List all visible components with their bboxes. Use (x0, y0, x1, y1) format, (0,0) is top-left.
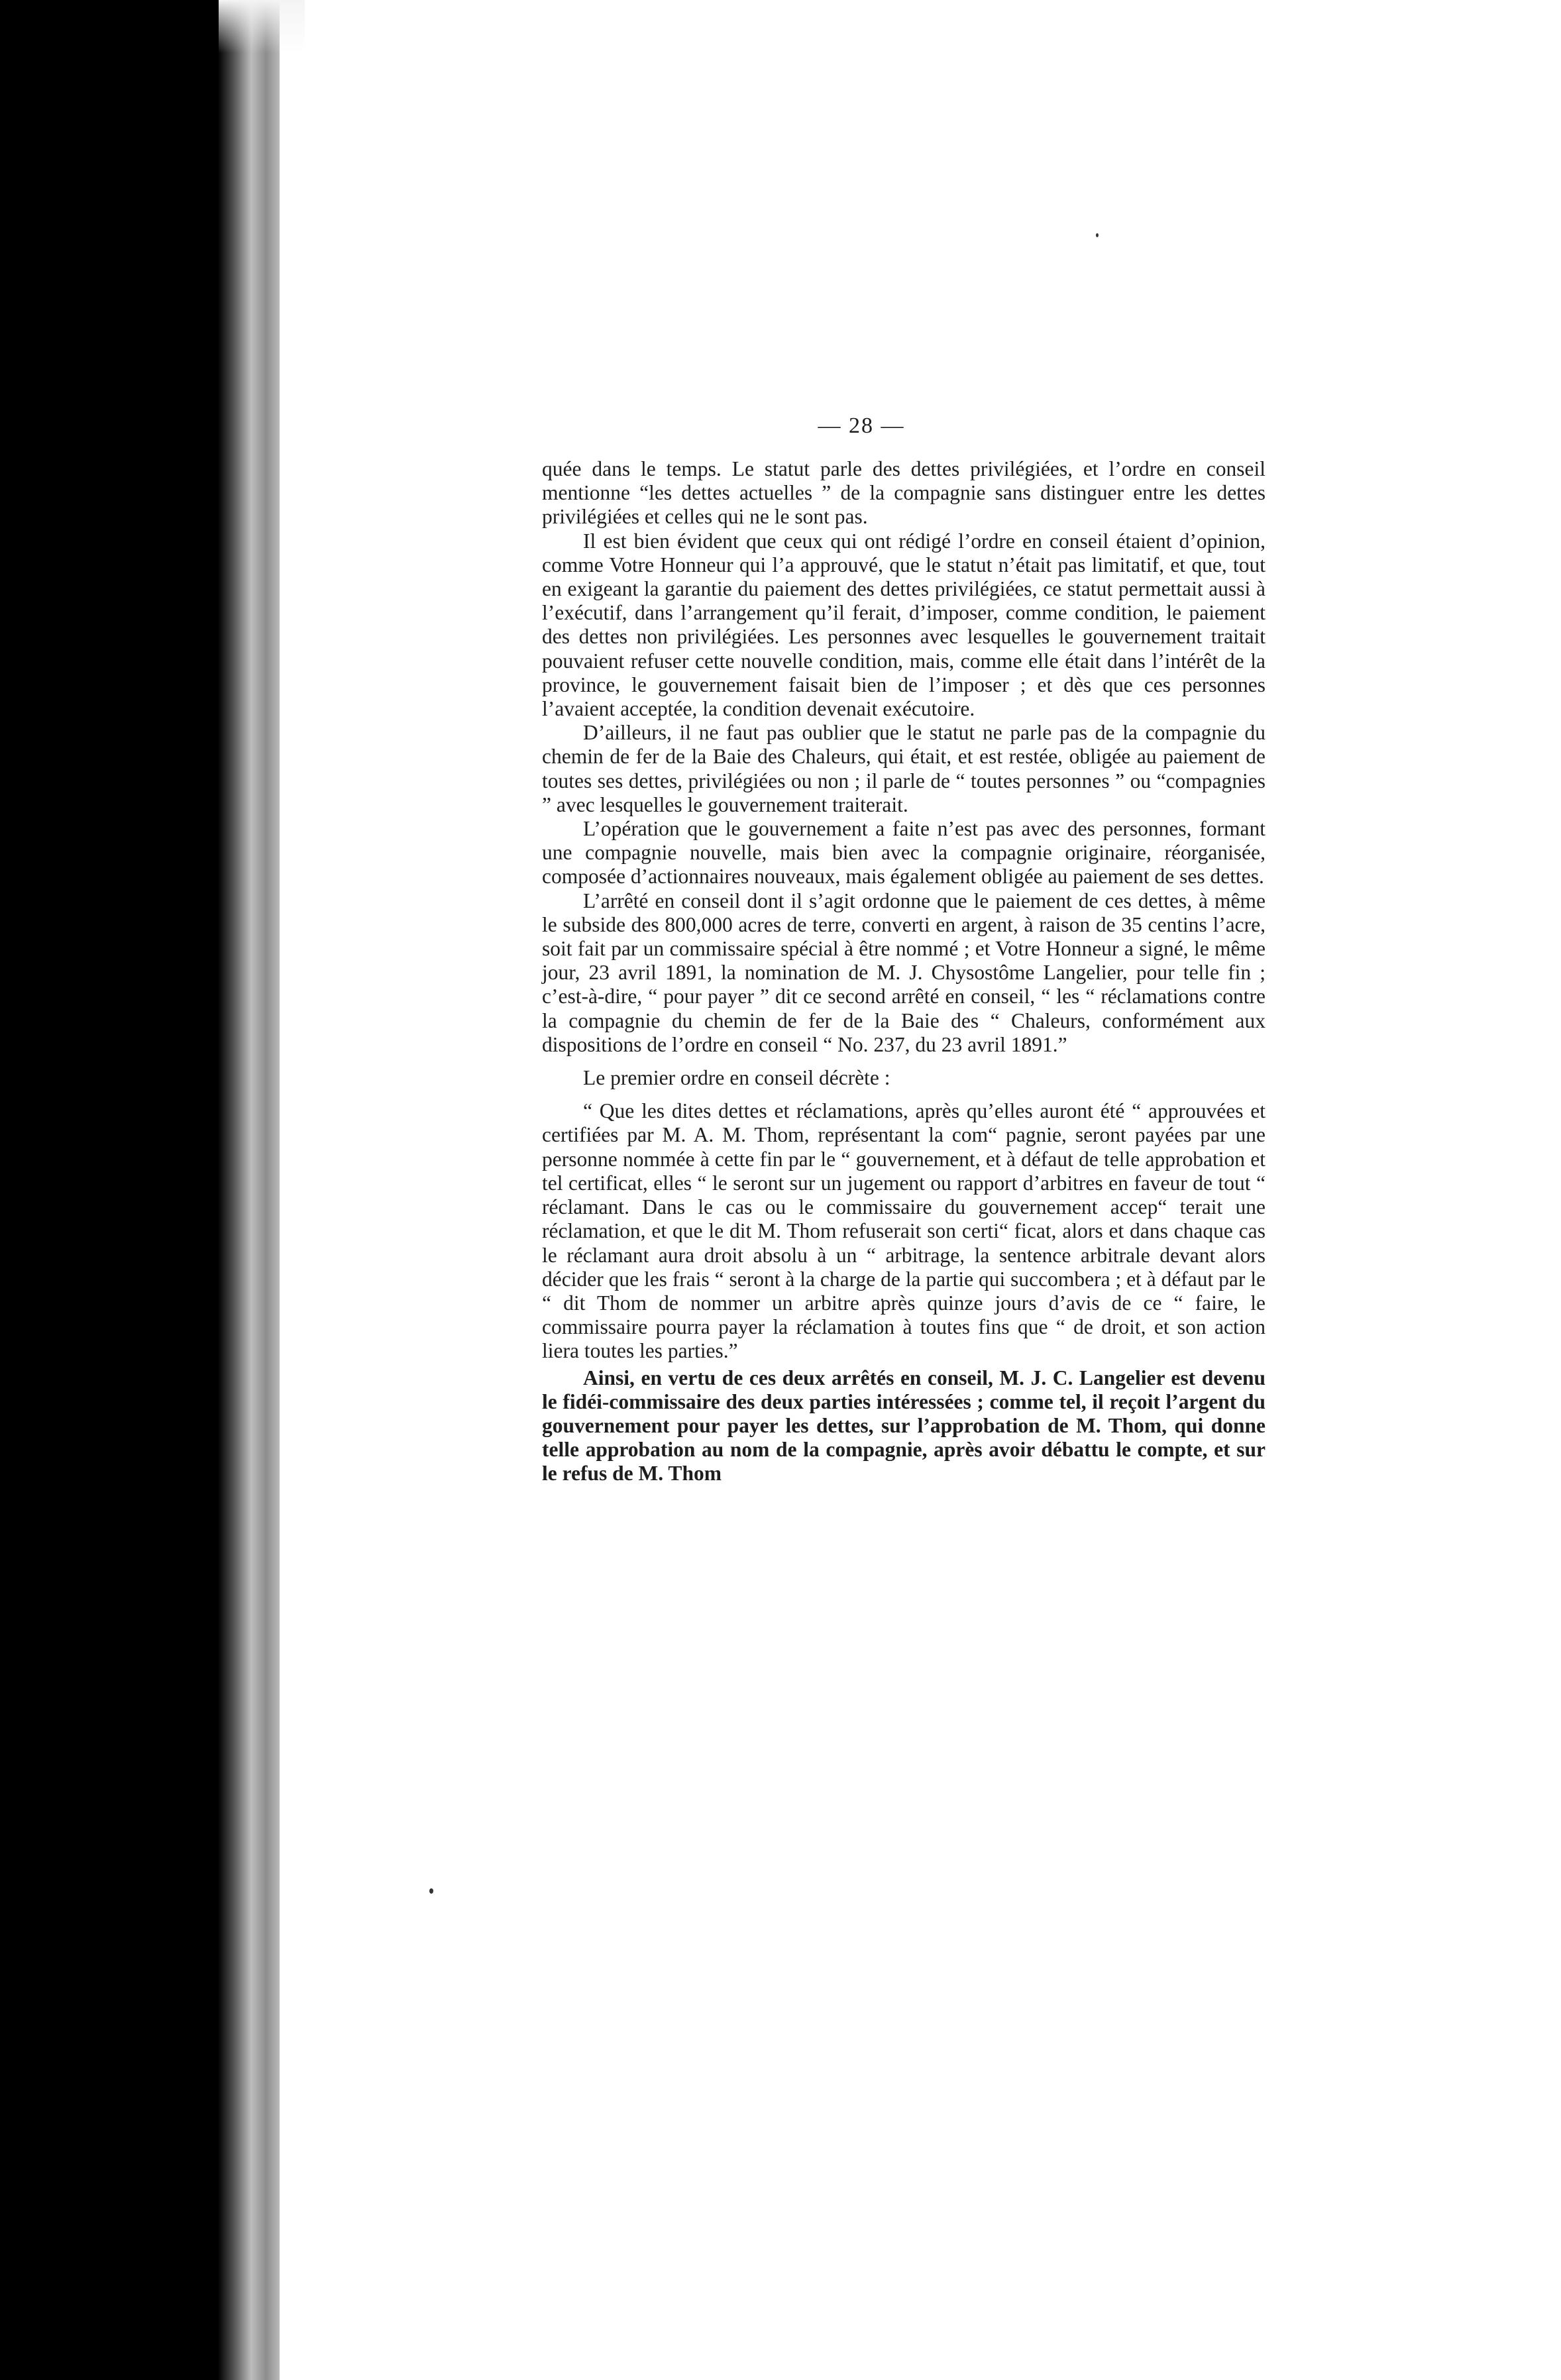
paragraph-3: D’ailleurs, il ne faut pas oublier que le statut ne parle pas de la compagnie du chemin de fer de la Baie des Chaleurs, qui était, et est restée, obligée au paiement de toutes ses dettes, privilégiées ou non ; il parle de “ toutes personnes ” ou “compagnies ” avec lesquelles le gouvernement traiterait. (542, 721, 1265, 816)
body-text (542, 457, 1265, 1486)
paragraph-8: Ainsi, en vertu de ces deux arrêtés en conseil, M. J. C. Langelier est devenu le fidéi-commissaire des deux parties intéressées ; comme tel, il reçoit l’argent du gouvernement pour payer les dettes, sur l’approbation de M. Thom, qui donne telle approbation au nom de la compagnie, après avoir débattu le compte, et sur le refus de M. Thom (542, 1366, 1265, 1486)
paragraph-2: Il est bien évident que ceux qui ont rédigé l’ordre en conseil étaient d’opinion, comme Votre Honneur qui l’a approuvé, que le statut n’était pas limitatif, et que, tout en exigeant la garantie du paiement des dettes privilégiées, ce statut permettait aussi à l’exécutif, dans l’arrangement qu’il ferait, d’imposer, comme condition, le paiement des dettes non privilégiées. Les personnes avec lesquelles le gouvernement traitait pouvaient refuser cette nouvelle condition, mais, comme elle était dans l’intérêt de la province, le gouvernement faisait bien de l’imposer ; et dès que ces personnes l’avaient acceptée, la condition devenait exécutoire. (542, 529, 1265, 721)
paragraph-6: Le premier ordre en conseil décrète : (583, 1066, 890, 1090)
paragraph-5: L’arrêté en conseil dont il s’agit ordonne que le paiement de ces dettes, à même le subside des 800,000 acres de terre, converti en argent, à raison de 35 centins l’acre, soit fait par un commissaire spécial à être nommé ; et Votre Honneur a signé, le même jour, 23 avril 1891, la nomination de M. J. Chysostôme Langelier, pour telle fin ; c’est-à-dire, “ pour payer ” dit ce second arrêté en conseil, “ les “ réclamations contre la compagnie du chemin de fer de la Baie des “ Chaleurs, conformément aux dispositions de l’ordre en conseil “ No. 237, du 23 avril 1891.” (542, 889, 1265, 1056)
page-number: — 28 — (818, 413, 905, 438)
paragraph-1: quée dans le temps. Le statut parle des dettes privilégiées, et l’ordre en conseil mentionne “les dettes actuelles ” de la compagnie sans distinguer entre les dettes privilégiées et celles qui ne le sont pas. (542, 457, 1265, 529)
gutter-highlight (219, 0, 305, 53)
scan-speck (1096, 233, 1099, 237)
quoted-decree: “ Que les dites dettes et réclamations, après qu’elles auront été “ approuvées et certifiées par M. A. M. Thom, représentant la com“ pagnie, seront payées par une personne nommée à cette fin par le “ gouvernement, et à défaut de telle approbation et tel certificat, elles “ le seront sur un jugement ou rapport d’arbitres en faveur de tout “ réclamant. Dans le cas ou le commissaire du gouvernement accep“ terait une réclamation, et que le dit M. Thom refuserait son certi“ ficat, alors et dans chaque cas le réclamant aura droit absolu à un “ arbitrage, la sentence arbitrale devant alors décider que les frais “ seront à la charge de la partie qui succombera ; et à défaut par le “ dit Thom de nommer un arbitre après quinze jours d’avis de ce “ faire, le commissaire pourra payer la réclamation à toutes fins que “ de droit, et son action liera toutes les parties.” (542, 1099, 1265, 1363)
scan-speck (429, 1888, 433, 1894)
paragraph-4: L’opération que le gouvernement a faite n’est pas avec des personnes, formant une compagnie nouvelle, mais bien avec la compagnie originaire, réorganisée, composée d’actionnaires nouveaux, mais également obligée au paiement de ses dettes. (542, 817, 1265, 889)
